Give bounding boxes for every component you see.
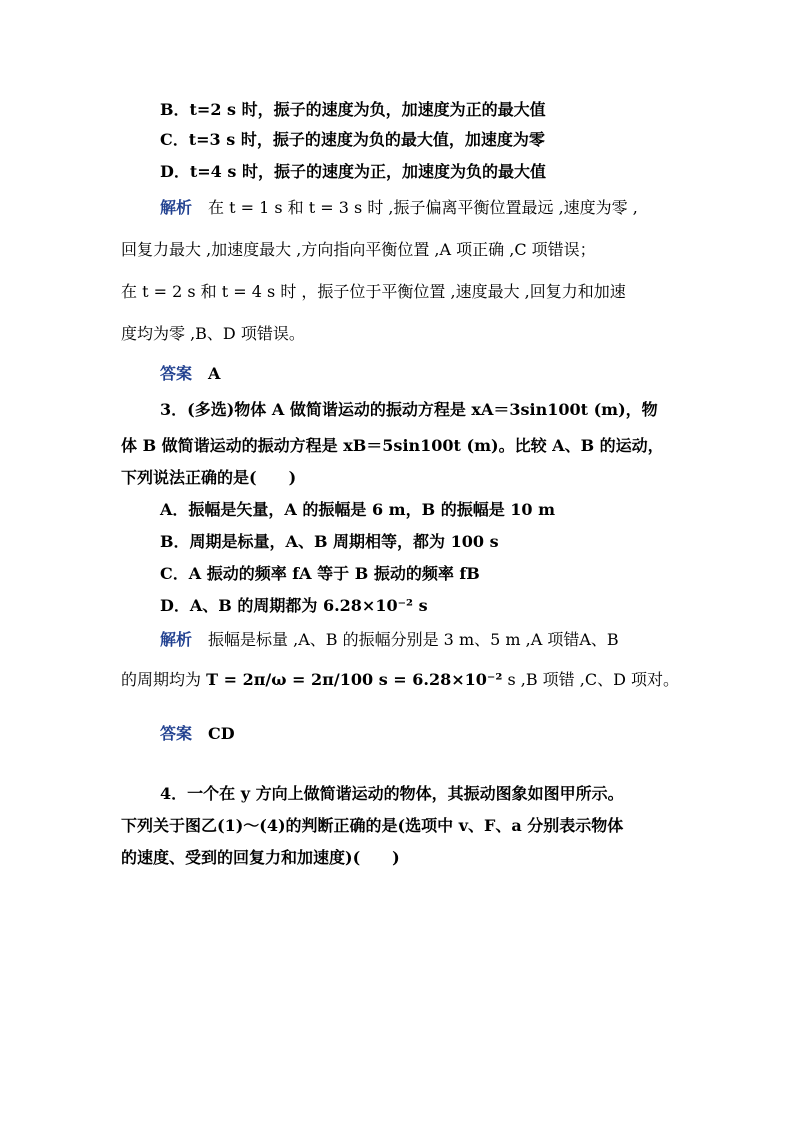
q2-analysis-first [160,198,638,218]
answer-tag: 答案 [160,724,193,743]
q3-analysis-text: 的周期均为 [121,670,202,689]
answer-value: CD [208,724,235,743]
q2-analysis-line: 在 t = 2 s 和 t = 4 s 时 ，振子位于平衡位置 ,速度最大 ,回复力和加速 [121,282,626,301]
q2-analysis-line: 回复力最大 ,加速度最大 ,方向指向平衡位置 ,A 项正确 ,C 项错误； [121,240,596,259]
q4-stem-line: 4．一个在 y 方向上做简谐运动的物体，其振动图象如图甲所示。 [160,784,624,803]
q3-option-a: A．振幅是矢量，A 的振幅是 6 m，B 的振幅是 10 m [160,500,556,519]
q4-stem-line: 下列关于图乙(1)～(4)的判断正确的是(选项中 v、F、a 分别表示物体 [121,816,624,835]
q3-stem-line: 体 B 做简谐运动的振动方程是 xB＝5sin100t (m)。比较 A、B 的运动， [121,436,664,455]
q2-option-d: D．t=4 s 时，振子的速度为正，加速度为负的最大值 [160,162,546,181]
q3-option-d: D．A、B 的周期都为 6.28×10⁻² s [160,596,428,615]
q2-analysis-line: 度均为零 ,B、D 项错误。 [121,324,305,343]
formula: T = 2π/ω = 2π/100 s = 6.28×10⁻² [206,670,503,689]
q3-stem-line: 3．(多选)物体 A 做简谐运动的振动方程是 xA＝3sin100t (m)，物 [160,400,658,419]
answer-tag: 答案 [160,364,193,383]
q2-answer [160,364,220,384]
answer-value: A [208,364,221,383]
q2-option-b: B．t=2 s 时，振子的速度为负，加速度为正的最大值 [160,100,546,119]
q3-analysis-first [160,630,619,650]
q3-option-b: B．周期是标量，A、B 周期相等，都为 100 s [160,532,499,551]
q3-analysis-line: 振幅是标量 ,A、B 的振幅分别是 3 m、5 m ,A 项错A、B [208,630,619,649]
q3-analysis-text: s ,B 项错 ,C、D 项对。 [507,670,679,689]
q3-analysis-line-2 [121,670,679,690]
q2-option-c: C．t=3 s 时，振子的速度为负的最大值，加速度为零 [160,130,545,149]
analysis-tag: 解析 [160,630,193,649]
analysis-tag: 解析 [160,198,193,217]
q3-stem-line: 下列说法正确的是( ) [121,468,297,487]
q3-option-c: C．A 振动的频率 fA 等于 B 振动的频率 fB [160,564,480,583]
q2-analysis-line: 在 t = 1 s 和 t = 3 s 时 ,振子偏离平衡位置最远 ,速度为零 , [208,198,638,217]
q4-stem-line: 的速度、受到的回复力和加速度)( ) [121,848,400,867]
q3-answer [160,724,235,744]
